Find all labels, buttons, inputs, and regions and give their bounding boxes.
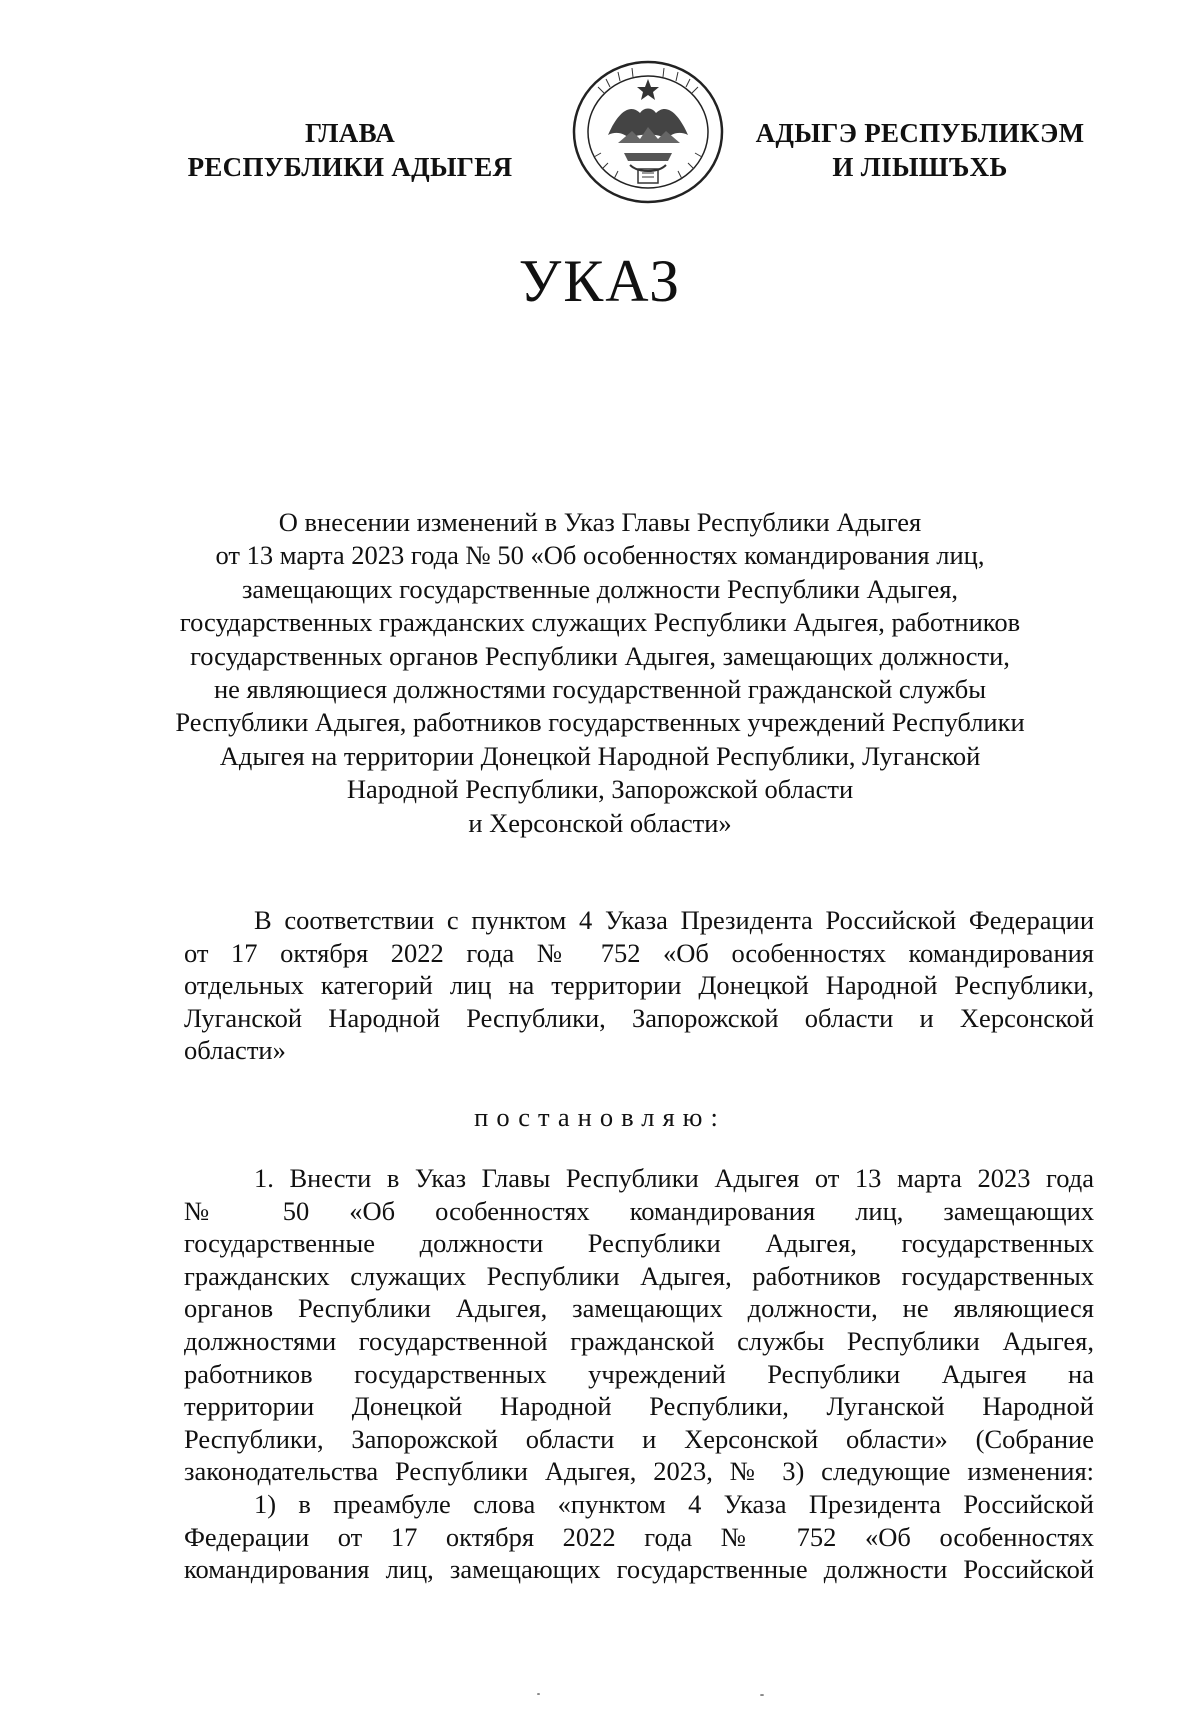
item-line: № 50 «Об особенностях командирования лиц, замещающих bbox=[184, 1195, 1094, 1226]
decree-word: постановляю: bbox=[474, 1102, 726, 1132]
item-line: Федерации от 17 октября 2022 года № 752 «Об особенностях bbox=[184, 1521, 1094, 1552]
item-line: работников государственных учреждений Республики Адыгея на bbox=[184, 1358, 1094, 1389]
subject-line: не являющиеся должностями государственной гражданской службы bbox=[213, 674, 987, 705]
preamble-line: от 17 октября 2022 года № 752 «Об особенностях командирования bbox=[184, 937, 1094, 968]
header-right-line2: И ЛІЫШЪХЬ bbox=[832, 152, 1008, 182]
document-subject bbox=[150, 506, 1050, 840]
subject-line: государственных гражданских служащих Республики Адыгея, работников bbox=[179, 607, 1021, 638]
preamble-line: отдельных категорий лиц на территории Донецкой Народной Республики, bbox=[184, 970, 1094, 1001]
subject-line: Республики Адыгея, работников государственных учреждений Республики bbox=[175, 707, 1025, 738]
item-line: 1) в преамбуле слова «пунктом 4 Указа Президента Российской bbox=[254, 1488, 1094, 1519]
header-right-line1: АДЫГЭ РЕСПУБЛИКЭМ bbox=[755, 118, 1085, 148]
item-line: территории Донецкой Народной Республики, Луганской Народной bbox=[184, 1391, 1094, 1422]
item-1-paragraph bbox=[184, 1162, 1094, 1586]
item-line: гражданских служащих Республики Адыгея, работников государственных bbox=[184, 1260, 1094, 1291]
subject-line: Народной Республики, Запорожской области bbox=[346, 774, 854, 805]
subject-line: и Херсонской области» bbox=[468, 807, 732, 838]
item-line: органов Республики Адыгея, замещающих должности, не являющиеся bbox=[184, 1293, 1094, 1324]
item-line: законодательства Республики Адыгея, 2023, № 3) следующие изменения: bbox=[184, 1456, 1094, 1487]
item-line: государственные должности Республики Адыгея, государственных bbox=[184, 1228, 1094, 1259]
coat-of-arms-icon bbox=[568, 57, 728, 207]
subject-line: от 13 марта 2023 года № 50 «Об особенностях командирования лиц, bbox=[215, 540, 985, 571]
scan-speck bbox=[537, 1693, 540, 1695]
subject-line: государственных органов Республики Адыгея, замещающих должности, bbox=[190, 640, 1010, 671]
document-title: УКАЗ bbox=[518, 248, 682, 314]
subject-line: замещающих государственные должности Республики Адыгея, bbox=[241, 573, 959, 604]
header-left-line2: РЕСПУБЛИКИ АДЫГЕЯ bbox=[187, 152, 513, 182]
preamble-line: Луганской Народной Республики, Запорожской области и Херсонской bbox=[184, 1002, 1094, 1033]
preamble-line: области» bbox=[184, 1035, 286, 1066]
subject-line: О внесении изменений в Указ Главы Республики Адыгея bbox=[278, 507, 922, 537]
preamble-line: В соответствии с пунктом 4 Указа Президента Российской Федерации bbox=[254, 905, 1094, 935]
header-right-title bbox=[740, 116, 1100, 184]
header-left-line1: ГЛАВА bbox=[304, 118, 396, 148]
preamble-paragraph bbox=[184, 904, 1094, 1067]
scan-speck bbox=[760, 1694, 764, 1696]
item-line: Республики, Запорожской области и Херсонской области» (Собрание bbox=[184, 1423, 1094, 1454]
item-line: командирования лиц, замещающих государственные должности Российской bbox=[184, 1554, 1094, 1585]
subject-line: Адыгея на территории Донецкой Народной Республики, Луганской bbox=[219, 740, 981, 771]
header-left-title bbox=[170, 116, 530, 184]
item-line: должностями государственной гражданской службы Республики Адыгея, bbox=[184, 1325, 1094, 1356]
item-line: 1. Внести в Указ Главы Республики Адыгея от 13 марта 2023 года bbox=[254, 1163, 1094, 1193]
